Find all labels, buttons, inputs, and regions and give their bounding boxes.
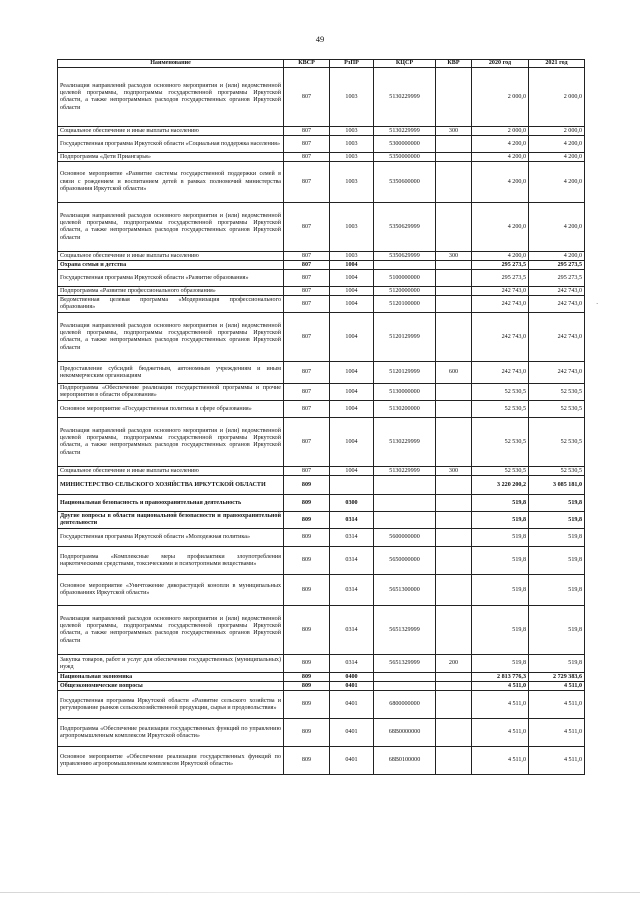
cell-name: Национальная безопасность и правоохранительная деятельность: [58, 495, 284, 512]
cell-kcsr: 5350600000: [374, 162, 436, 203]
cell-2020: 4 200,0: [472, 252, 529, 261]
header-rzpr: РзПР: [330, 60, 374, 68]
cell-name: Социальное обеспечение и иные выплаты населению: [58, 252, 284, 261]
cell-kcsr: 6800000000: [374, 691, 436, 719]
cell-2021: 52 530,5: [529, 384, 585, 401]
cell-name: Социальное обеспечение и иные выплаты населению: [58, 467, 284, 476]
cell-kvr: [436, 68, 472, 127]
cell-kvr: [436, 529, 472, 547]
table-row: [58, 313, 585, 362]
cell-kvsr: 807: [284, 418, 330, 467]
table-row: [58, 691, 585, 719]
cell-2020: 52 530,5: [472, 401, 529, 418]
cell-kcsr: 5120129999: [374, 313, 436, 362]
cell-2021: 3 085 181,0: [529, 476, 585, 495]
table-row: [58, 476, 585, 495]
cell-kvr: [436, 401, 472, 418]
cell-rzpr: 1004: [330, 418, 374, 467]
cell-2021: 4 200,0: [529, 203, 585, 252]
cell-kvr: [436, 575, 472, 606]
cell-kvsr: 809: [284, 476, 330, 495]
cell-name: Общеэкономические вопросы: [58, 682, 284, 691]
table-body: [58, 68, 585, 775]
cell-rzpr: 1004: [330, 270, 374, 287]
cell-2020: 295 273,5: [472, 261, 529, 270]
cell-2021: 2 000,0: [529, 127, 585, 136]
table-row: [58, 136, 585, 153]
cell-kvsr: 807: [284, 467, 330, 476]
cell-kcsr: 5300000000: [374, 136, 436, 153]
cell-name: МИНИСТЕРСТВО СЕЛЬСКОГО ХОЗЯЙСТВА ИРКУТСКОЙ ОБЛАСТИ: [58, 476, 284, 495]
cell-name: Подпрограмма «Комплексные меры профилактики злоупотребления наркотическими средствами, токсическими и психотропными веществами»: [58, 547, 284, 575]
cell-name: Подпрограмма «Дети Приангарья»: [58, 153, 284, 162]
cell-2021: 52 530,5: [529, 401, 585, 418]
cell-kvr: 300: [436, 252, 472, 261]
table-row: [58, 203, 585, 252]
cell-name: Подпрограмма «Обеспечение реализации государственной программы и прочие мероприятия в области образования»: [58, 384, 284, 401]
cell-kcsr: 5130000000: [374, 384, 436, 401]
cell-2021: 4 511,0: [529, 747, 585, 775]
cell-2020: 242 743,0: [472, 362, 529, 384]
cell-2021: 519,8: [529, 529, 585, 547]
table-row: [58, 495, 585, 512]
cell-kcsr: 5130229999: [374, 68, 436, 127]
cell-name: Основное мероприятие «Развитие системы государственной поддержки семей в связи с рождением и воспитанием детей в рамках полномочий министерства образования Иркутской области»: [58, 162, 284, 203]
header-2021: 2021 год: [529, 60, 585, 68]
cell-2020: 4 511,0: [472, 747, 529, 775]
table-row: [58, 673, 585, 682]
cell-2020: 242 743,0: [472, 296, 529, 313]
cell-2021: 52 530,5: [529, 418, 585, 467]
table-row: [58, 68, 585, 127]
budget-table: [57, 59, 585, 775]
cell-2021: 4 511,0: [529, 682, 585, 691]
cell-rzpr: 0314: [330, 547, 374, 575]
cell-2020: 52 530,5: [472, 418, 529, 467]
cell-2021: 295 273,5: [529, 261, 585, 270]
cell-kcsr: 68В0000000: [374, 719, 436, 747]
cell-2021: 519,8: [529, 512, 585, 529]
cell-kvsr: 809: [284, 575, 330, 606]
header-kcsr: КЦСР: [374, 60, 436, 68]
cell-kvsr: 809: [284, 682, 330, 691]
cell-rzpr: 0314: [330, 529, 374, 547]
cell-2021: 519,8: [529, 547, 585, 575]
cell-2021: 242 743,0: [529, 313, 585, 362]
cell-name: Другие вопросы в области национальной безопасности и правоохранительной деятельности: [58, 512, 284, 529]
table-row: [58, 401, 585, 418]
cell-rzpr: 0400: [330, 673, 374, 682]
cell-kcsr: 5350629999: [374, 252, 436, 261]
cell-kvr: [436, 270, 472, 287]
cell-rzpr: 0401: [330, 719, 374, 747]
cell-kvsr: 809: [284, 606, 330, 655]
cell-kvr: 300: [436, 127, 472, 136]
cell-kvsr: 809: [284, 547, 330, 575]
cell-2021: 4 511,0: [529, 719, 585, 747]
cell-kvsr: 809: [284, 655, 330, 673]
cell-kvsr: 809: [284, 495, 330, 512]
cell-kvsr: 809: [284, 691, 330, 719]
cell-kvsr: 809: [284, 512, 330, 529]
cell-kvr: [436, 296, 472, 313]
cell-2021: 4 200,0: [529, 252, 585, 261]
cell-name: Государственная программа Иркутской области «Развитие сельского хозяйства и регулирование рынков сельскохозяйственной продукции, сырья и продовольствия»: [58, 691, 284, 719]
cell-2021: 519,8: [529, 655, 585, 673]
cell-kvsr: 807: [284, 270, 330, 287]
cell-2020: 4 511,0: [472, 691, 529, 719]
cell-kvsr: 807: [284, 162, 330, 203]
cell-kvr: 600: [436, 362, 472, 384]
cell-kcsr: 5120000000: [374, 287, 436, 296]
cell-name: Ведомственная целевая программа «Модернизация профессионального образования»: [58, 296, 284, 313]
cell-kvr: [436, 747, 472, 775]
table-row: [58, 296, 585, 313]
table-row: [58, 127, 585, 136]
cell-kvr: [436, 313, 472, 362]
cell-kvsr: 807: [284, 362, 330, 384]
cell-rzpr: 0401: [330, 691, 374, 719]
cell-kcsr: 5100000000: [374, 270, 436, 287]
cell-kvsr: 809: [284, 747, 330, 775]
table-row: [58, 747, 585, 775]
table-row: [58, 270, 585, 287]
cell-rzpr: 0401: [330, 747, 374, 775]
table-row: [58, 682, 585, 691]
cell-2021: 242 743,0: [529, 296, 585, 313]
cell-name: Реализация направлений расходов основного мероприятия и (или) ведомственной целевой программы, подпрограммы государственной программы Иркутской области, а также непрограммных расходов государственных органов Иркутской области: [58, 418, 284, 467]
table-row: [58, 547, 585, 575]
table-row: [58, 384, 585, 401]
header-2020: 2020 год: [472, 60, 529, 68]
cell-rzpr: 0401: [330, 682, 374, 691]
cell-2021: 242 743,0: [529, 287, 585, 296]
cell-kvsr: 809: [284, 673, 330, 682]
cell-name: Подпрограмма «Развитие профессионального образования»: [58, 287, 284, 296]
cell-kcsr: 5651329999: [374, 655, 436, 673]
cell-kvsr: 807: [284, 136, 330, 153]
cell-2020: 242 743,0: [472, 313, 529, 362]
cell-kcsr: 5350629999: [374, 203, 436, 252]
cell-rzpr: 1004: [330, 313, 374, 362]
cell-rzpr: 1004: [330, 362, 374, 384]
cell-name: Охрана семьи и детства: [58, 261, 284, 270]
cell-kcsr: 5350000000: [374, 153, 436, 162]
cell-2020: 4 200,0: [472, 153, 529, 162]
cell-2020: 52 530,5: [472, 384, 529, 401]
cell-kvr: [436, 476, 472, 495]
cell-name: Закупка товаров, работ и услуг для обеспечения государственных (муниципальных) нужд: [58, 655, 284, 673]
cell-name: Реализация направлений расходов основного мероприятия и (или) ведомственной целевой программы, подпрограммы государственной программы Иркутской области, а также непрограммных расходов государственных органов Иркутской области: [58, 313, 284, 362]
cell-kcsr: [374, 682, 436, 691]
cell-kcsr: 5130200000: [374, 401, 436, 418]
cell-kvr: [436, 547, 472, 575]
cell-2020: 4 511,0: [472, 719, 529, 747]
cell-kvr: 200: [436, 655, 472, 673]
cell-rzpr: 1004: [330, 296, 374, 313]
cell-kvsr: 807: [284, 401, 330, 418]
cell-name: Основное мероприятие «Обеспечение реализации государственных функций по управлению агропромышленным комплексом Иркутской области»: [58, 747, 284, 775]
cell-2020: 295 273,5: [472, 270, 529, 287]
cell-rzpr: 1004: [330, 261, 374, 270]
cell-kvsr: 809: [284, 529, 330, 547]
cell-2021: 2 000,0: [529, 68, 585, 127]
cell-2020: 519,8: [472, 529, 529, 547]
cell-kvr: [436, 136, 472, 153]
table-row: [58, 529, 585, 547]
table-row: [58, 162, 585, 203]
table-header-row: [58, 60, 585, 68]
cell-2020: 519,8: [472, 655, 529, 673]
cell-2020: 4 200,0: [472, 162, 529, 203]
cell-rzpr: 1003: [330, 68, 374, 127]
cell-2020: 519,8: [472, 495, 529, 512]
cell-rzpr: 1004: [330, 384, 374, 401]
cell-kvr: [436, 682, 472, 691]
header-kvsr: КВСР: [284, 60, 330, 68]
cell-kvr: [436, 673, 472, 682]
cell-2021: 295 273,5: [529, 270, 585, 287]
table-row: [58, 252, 585, 261]
cell-2020: 52 530,5: [472, 467, 529, 476]
cell-2020: 2 000,0: [472, 68, 529, 127]
cell-name: Национальная экономика: [58, 673, 284, 682]
cell-rzpr: 0314: [330, 512, 374, 529]
cell-kvsr: 807: [284, 384, 330, 401]
cell-kcsr: 5651329999: [374, 606, 436, 655]
table-row: [58, 512, 585, 529]
cell-kcsr: 5130229999: [374, 467, 436, 476]
cell-kvsr: 807: [284, 261, 330, 270]
cell-2020: 519,8: [472, 575, 529, 606]
table-row: [58, 467, 585, 476]
cell-rzpr: 1004: [330, 467, 374, 476]
cell-name: Основное мероприятие «Уничтожение дикорастущей конопли в муниципальных образованиях Иркутской области»: [58, 575, 284, 606]
cell-kcsr: [374, 476, 436, 495]
cell-rzpr: 0300: [330, 495, 374, 512]
table-row: [58, 606, 585, 655]
cell-kvsr: 807: [284, 203, 330, 252]
cell-2021: 4 200,0: [529, 153, 585, 162]
cell-kvsr: 807: [284, 252, 330, 261]
cell-rzpr: 0314: [330, 655, 374, 673]
cell-name: Государственная программа Иркутской области «Развитие образования»: [58, 270, 284, 287]
cell-2020: 4 200,0: [472, 203, 529, 252]
table-row: [58, 719, 585, 747]
cell-name: Основное мероприятие «Государственная политика в сфере образования»: [58, 401, 284, 418]
cell-kvsr: 807: [284, 287, 330, 296]
cell-2021: 4 200,0: [529, 162, 585, 203]
cell-kcsr: [374, 673, 436, 682]
cell-kvr: [436, 495, 472, 512]
cell-kcsr: 5600000000: [374, 529, 436, 547]
cell-2020: 519,8: [472, 547, 529, 575]
cell-2020: 2 000,0: [472, 127, 529, 136]
table-row: [58, 287, 585, 296]
cell-rzpr: 1004: [330, 287, 374, 296]
cell-kvsr: 807: [284, 68, 330, 127]
cell-2021: 2 729 383,6: [529, 673, 585, 682]
table-row: [58, 153, 585, 162]
cell-kcsr: 5120100000: [374, 296, 436, 313]
cell-name: Реализация направлений расходов основного мероприятия и (или) ведомственной целевой программы, подпрограммы государственной программы Иркутской области, а также непрограммных расходов государственных органов Иркутской области: [58, 68, 284, 127]
cell-rzpr: 1003: [330, 162, 374, 203]
cell-2021: 52 530,5: [529, 467, 585, 476]
cell-kvr: [436, 606, 472, 655]
cell-kcsr: 5130229999: [374, 418, 436, 467]
cell-rzpr: 1003: [330, 127, 374, 136]
cell-2021: 519,8: [529, 606, 585, 655]
cell-name: Предоставление субсидий бюджетным, автономным учреждениям и иным некоммерческим организациям: [58, 362, 284, 384]
cell-rzpr: 1004: [330, 401, 374, 418]
cell-rzpr: 1003: [330, 136, 374, 153]
table-row: [58, 362, 585, 384]
cell-kcsr: 68В0100000: [374, 747, 436, 775]
cell-2020: 2 813 776,3: [472, 673, 529, 682]
cell-kvsr: 807: [284, 153, 330, 162]
cell-2020: 242 743,0: [472, 287, 529, 296]
cell-kvr: [436, 153, 472, 162]
cell-kvsr: 807: [284, 127, 330, 136]
cell-rzpr: [330, 476, 374, 495]
cell-kvsr: 809: [284, 719, 330, 747]
cell-kcsr: 5650000000: [374, 547, 436, 575]
cell-rzpr: 1003: [330, 252, 374, 261]
header-kvr: КВР: [436, 60, 472, 68]
table-row: [58, 575, 585, 606]
cell-kvr: [436, 261, 472, 270]
cell-name: Реализация направлений расходов основного мероприятия и (или) ведомственной целевой программы, подпрограммы государственной программы Иркутской области, а также непрограммных расходов государственных органов Иркутской области: [58, 203, 284, 252]
cell-kvr: [436, 162, 472, 203]
cell-2021: 519,8: [529, 495, 585, 512]
table-row: [58, 418, 585, 467]
cell-kcsr: 5120129999: [374, 362, 436, 384]
cell-kvr: [436, 719, 472, 747]
cell-kvr: [436, 418, 472, 467]
cell-2021: 242 743,0: [529, 362, 585, 384]
cell-name: Государственная программа Иркутской области «Молодежная политика»: [58, 529, 284, 547]
table-row: [58, 655, 585, 673]
cell-kcsr: 5130229999: [374, 127, 436, 136]
cell-kcsr: [374, 495, 436, 512]
cell-kvr: [436, 691, 472, 719]
cell-2020: 4 511,0: [472, 682, 529, 691]
cell-kvr: [436, 203, 472, 252]
cell-kvr: [436, 287, 472, 296]
scan-edge-line: [0, 892, 640, 893]
cell-2020: 4 200,0: [472, 136, 529, 153]
cell-2020: 519,8: [472, 512, 529, 529]
cell-kcsr: [374, 512, 436, 529]
cell-name: Реализация направлений расходов основного мероприятия и (или) ведомственной целевой программы, подпрограммы государственной программы Иркутской области, а также непрограммных расходов государственных органов Иркутской области: [58, 606, 284, 655]
cell-rzpr: 0314: [330, 606, 374, 655]
cell-rzpr: 0314: [330, 575, 374, 606]
cell-name: Социальное обеспечение и иные выплаты населению: [58, 127, 284, 136]
cell-kvr: [436, 512, 472, 529]
cell-2020: 3 220 200,2: [472, 476, 529, 495]
cell-2020: 519,8: [472, 606, 529, 655]
cell-name: Подпрограмма «Обеспечение реализации государственных функций по управлению агропромышленным комплексом Иркутской области»: [58, 719, 284, 747]
cell-kvsr: 807: [284, 296, 330, 313]
cell-kvr: [436, 384, 472, 401]
header-name: Наименование: [58, 60, 284, 68]
cell-kcsr: [374, 261, 436, 270]
page-number: 49: [315, 34, 325, 44]
cell-rzpr: 1003: [330, 153, 374, 162]
table-row: [58, 261, 585, 270]
cell-2021: 519,8: [529, 575, 585, 606]
cell-kvr: 300: [436, 467, 472, 476]
cell-rzpr: 1003: [330, 203, 374, 252]
cell-kcsr: 5651300000: [374, 575, 436, 606]
cell-kvsr: 807: [284, 313, 330, 362]
cell-name: Государственная программа Иркутской области «Социальная поддержка населения»: [58, 136, 284, 153]
cell-2021: 4 200,0: [529, 136, 585, 153]
cell-2021: 4 511,0: [529, 691, 585, 719]
margin-mark: ´: [596, 302, 599, 310]
